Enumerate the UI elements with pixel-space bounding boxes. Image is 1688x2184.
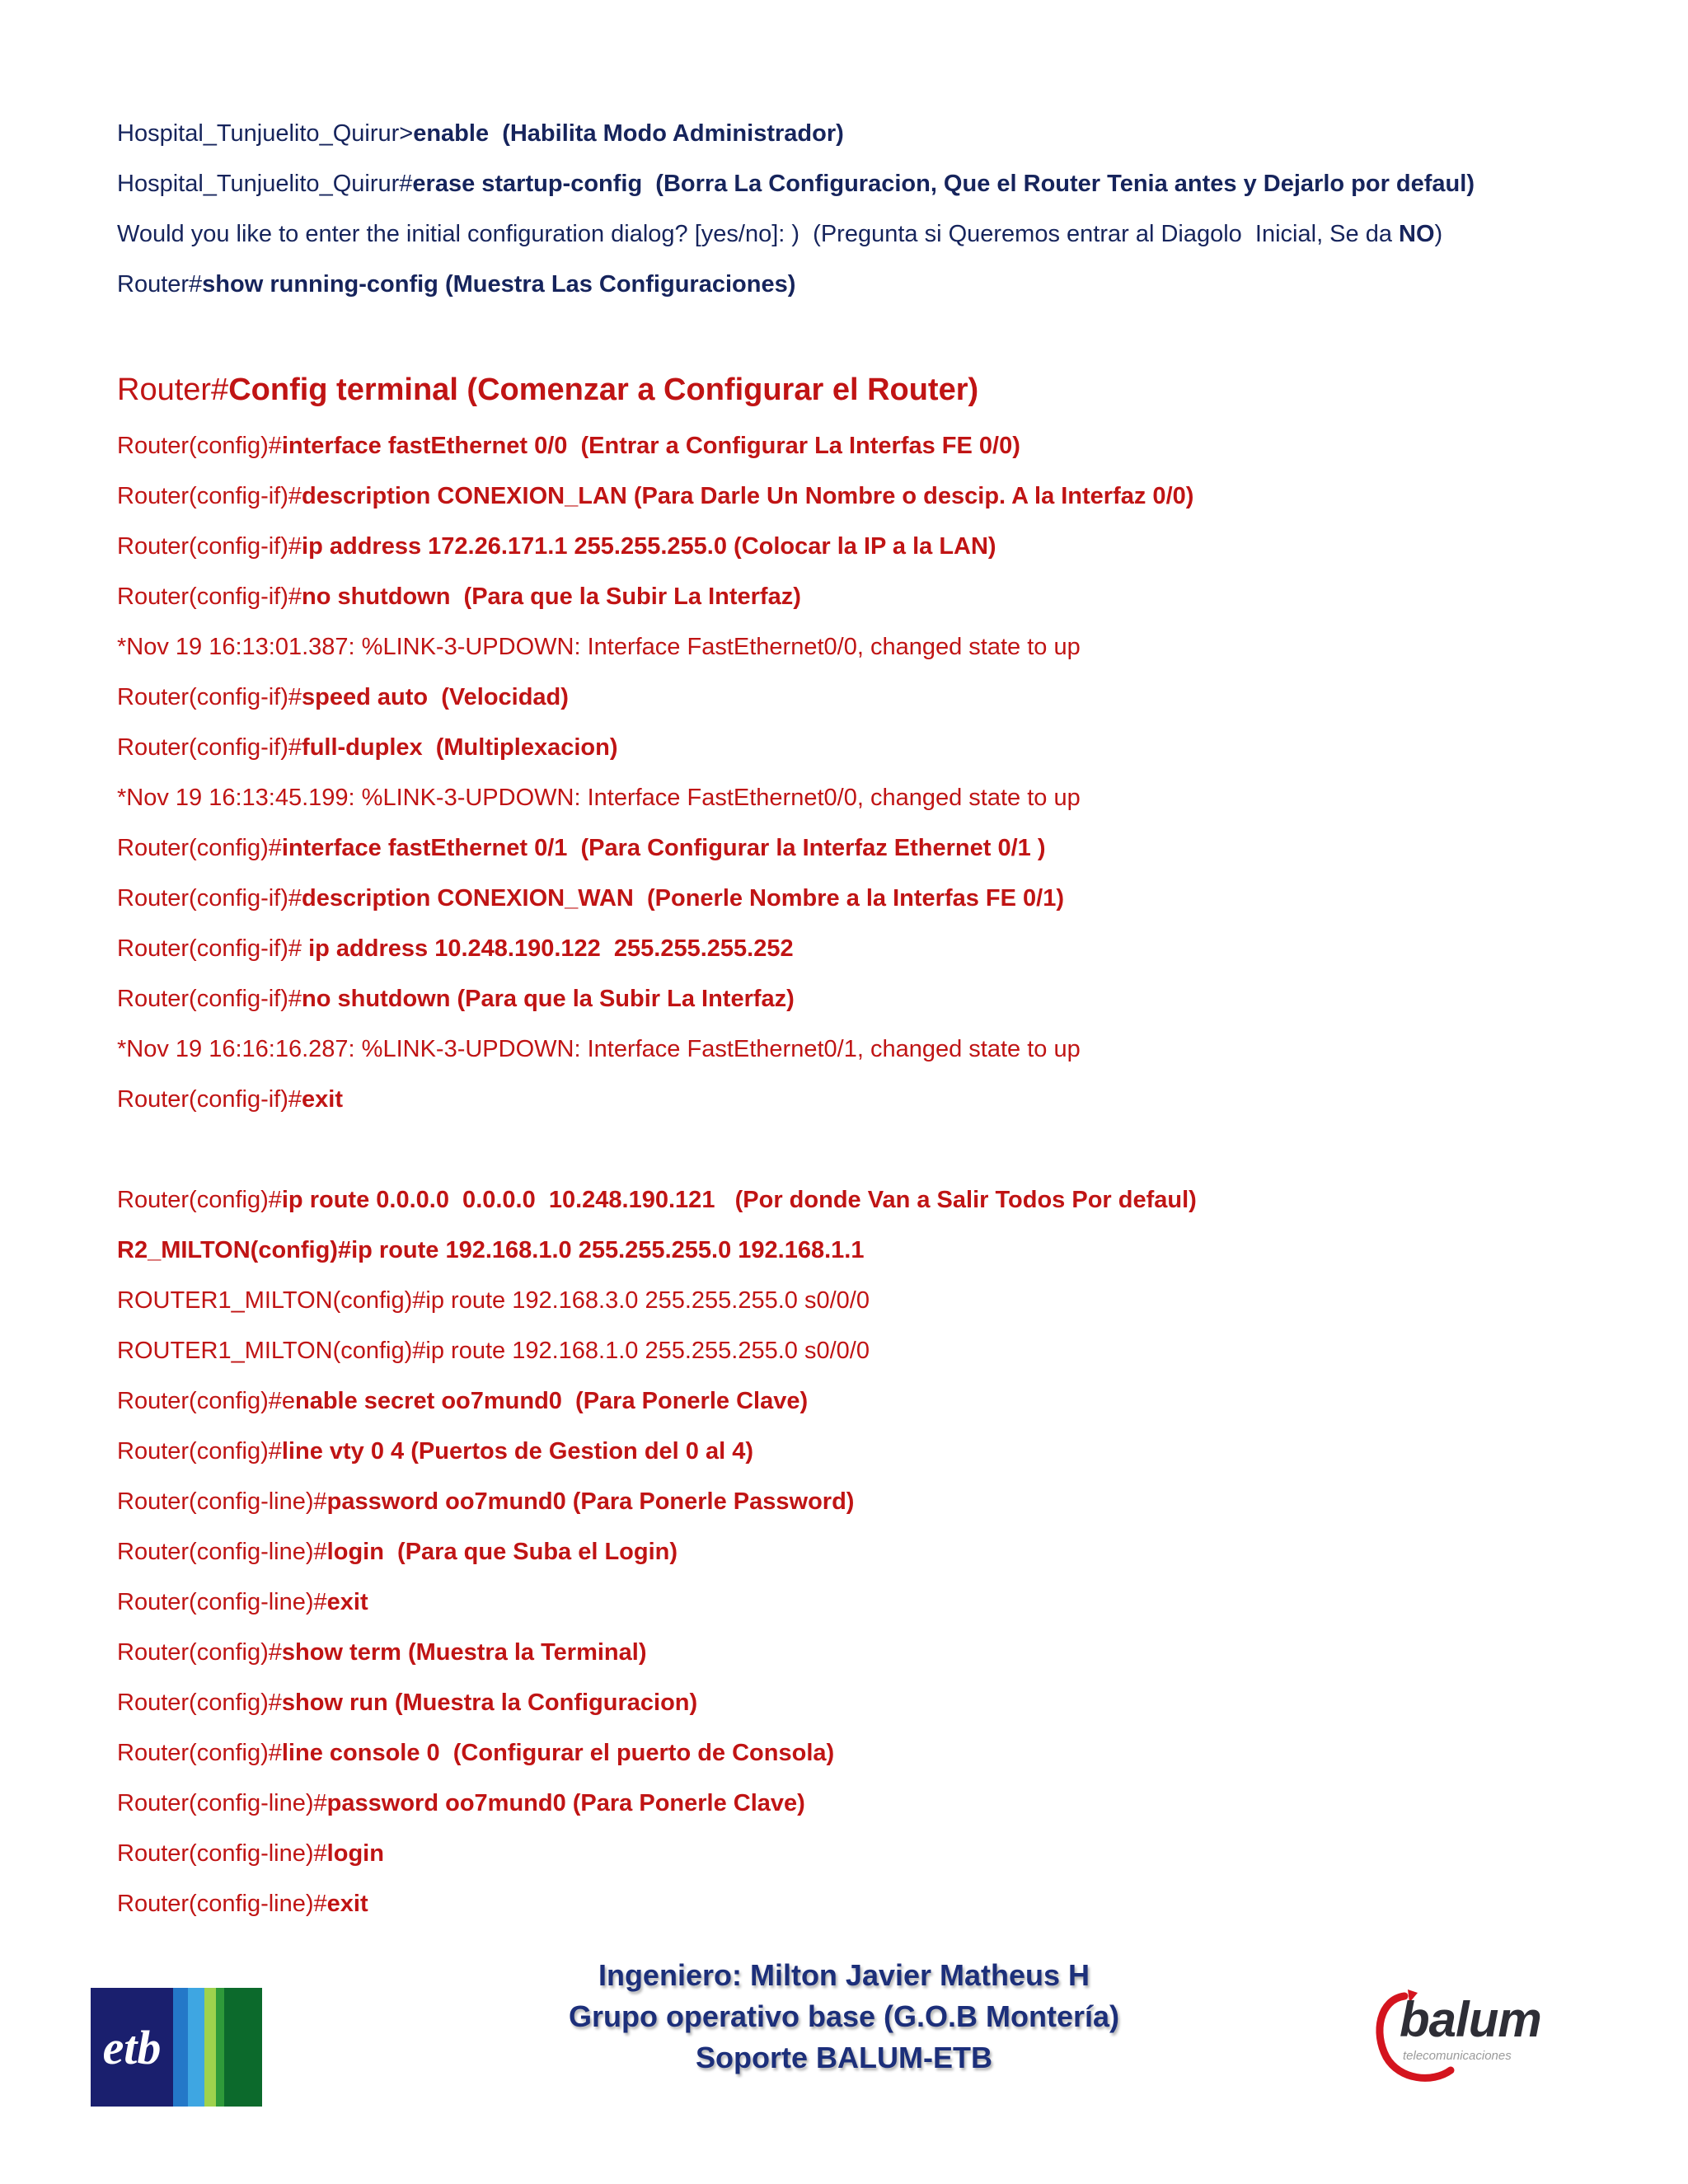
line-prefix: Router# — [117, 373, 229, 407]
command-line — [117, 480, 1193, 513]
line-prefix: Hospital_Tunjuelito_Quirur# — [117, 171, 413, 197]
line-command: password oo7mund0 (Para Ponerle Password) — [326, 1488, 855, 1515]
line-command: interface fastEthernet 0/0 (Entrar a Configurar La Interfas FE 0/0) — [281, 433, 1020, 459]
line-prefix: Router(config-if)# — [117, 986, 302, 1012]
line-command: speed auto (Velocidad) — [302, 684, 569, 710]
command-line — [117, 1334, 870, 1367]
line-prefix: Router(config-line)# — [117, 1891, 327, 1917]
line-command: no shutdown (Para que la Subir La Interfaz) — [302, 583, 801, 610]
command-line — [117, 731, 617, 764]
command-line — [117, 1736, 834, 1769]
line-prefix: Router(config)# — [117, 1639, 282, 1666]
line-prefix: Router(config)# — [117, 1740, 282, 1766]
footer-group: Grupo operativo base (G.O.B Montería) — [568, 1999, 1120, 2033]
line-command: exit — [326, 1589, 368, 1615]
line-command: show term (Muestra la Terminal) — [281, 1639, 647, 1666]
command-line — [117, 832, 1046, 865]
line-command: login — [326, 1840, 384, 1867]
command-line — [117, 580, 801, 613]
command-line — [117, 167, 1475, 200]
line-command: NO — [1399, 221, 1435, 247]
etb-logo — [91, 1988, 262, 2107]
command-line — [117, 1787, 805, 1820]
line-command: show run (Muestra la Configuracion) — [281, 1690, 698, 1716]
line-prefix: Router(config-if)# — [117, 1086, 302, 1113]
command-line — [117, 1485, 854, 1518]
line-prefix: Router# — [117, 271, 203, 298]
command-line — [117, 1686, 697, 1719]
line-command: enable (Habilita Modo Administrador) — [413, 120, 844, 147]
line-command: exit — [302, 1086, 344, 1113]
command-line — [117, 1837, 384, 1870]
command-line — [117, 218, 1442, 251]
command-line — [117, 429, 1020, 462]
balum-wordmark: balum — [1400, 1992, 1541, 2047]
line-command: nable secret oo7mund0 (Para Ponerle Clave) — [295, 1388, 809, 1414]
line-prefix: Router(config-if)# — [117, 734, 302, 761]
line-prefix: Router(config-line)# — [117, 1539, 327, 1565]
log-line — [117, 630, 1081, 663]
page-footer — [0, 1945, 1688, 2159]
line-command: login (Para que Suba el Login) — [326, 1539, 678, 1565]
balum-subtitle: telecomunicaciones — [1403, 2049, 1512, 2063]
command-line — [117, 882, 1064, 915]
line-prefix: Router(config-line)# — [117, 1589, 327, 1615]
line-prefix: Router(config)# — [117, 835, 282, 861]
command-line — [117, 530, 996, 563]
line-command: full-duplex (Multiplexacion) — [302, 734, 618, 761]
command-line — [117, 1887, 368, 1920]
line-command: password oo7mund0 (Para Ponerle Clave) — [326, 1790, 805, 1816]
command-line — [117, 982, 795, 1015]
command-line — [117, 681, 569, 714]
command-line — [117, 1435, 753, 1468]
etb-logo-mark: etb — [91, 1988, 173, 2107]
command-line — [117, 1535, 678, 1568]
line-command: exit — [326, 1891, 368, 1917]
line-command: ip route 0.0.0.0 0.0.0.0 10.248.190.121 (Por donde Van a Salir Todos Por defaul) — [281, 1187, 1197, 1213]
command-line — [117, 1586, 368, 1619]
log-line — [117, 781, 1081, 814]
command-line — [117, 1284, 870, 1317]
line-prefix: Router(config)#e — [117, 1388, 295, 1414]
footer-credits — [514, 1955, 1174, 2079]
line-command: line vty 0 4 (Puertos de Gestion del 0 al 4) — [281, 1438, 754, 1465]
line-prefix: ROUTER1_MILTON(config)#ip route 192.168.3.0 255.255.255.0 s0/0/0 — [117, 1287, 870, 1314]
line-command: Config terminal (Comenzar a Configurar el Router) — [228, 373, 979, 407]
footer-engineer: Ingeniero: Milton Javier Matheus H — [598, 1958, 1090, 1992]
line-prefix: Router(config-line)# — [117, 1840, 327, 1867]
line-command: R2_MILTON(config)#ip route 192.168.1.0 255.255.255.0 192.168.1.1 — [117, 1237, 865, 1263]
command-line — [117, 1083, 343, 1116]
command-line — [117, 932, 794, 965]
line-prefix: Router(config)# — [117, 433, 282, 459]
line-command: no shutdown (Para que la Subir La Interfaz) — [302, 986, 795, 1012]
command-line — [117, 1636, 647, 1669]
line-prefix: *Nov 19 16:13:01.387: %LINK-3-UPDOWN: Interface FastEthernet0/0, changed state to up — [117, 634, 1081, 660]
line-prefix: Router(config-if)# — [117, 935, 302, 962]
line-prefix: Router(config)# — [117, 1438, 282, 1465]
line-command: line console 0 (Configurar el puerto de Consola) — [281, 1740, 835, 1766]
line-command: ip address 10.248.190.122 255.255.255.252 — [302, 935, 794, 962]
line-command: description CONEXION_LAN (Para Darle Un Nombre o descip. A la Interfaz 0/0) — [302, 483, 1194, 509]
line-prefix: Router(config-if)# — [117, 684, 302, 710]
line-prefix: *Nov 19 16:13:45.199: %LINK-3-UPDOWN: Interface FastEthernet0/0, changed state to up — [117, 785, 1081, 811]
command-line — [117, 117, 844, 150]
section-heading — [117, 369, 978, 410]
footer-support: Soporte BALUM-ETB — [696, 2041, 992, 2074]
line-prefix: Router(config-if)# — [117, 583, 302, 610]
line-command: description CONEXION_WAN (Ponerle Nombre a la Interfas FE 0/1) — [302, 885, 1065, 912]
line-suffix: ) — [1434, 221, 1443, 247]
line-command: erase startup-config (Borra La Configuracion, Que el Router Tenia antes y Dejarlo por defaul) — [412, 171, 1475, 197]
line-command: interface fastEthernet 0/1 (Para Configurar la Interfaz Ethernet 0/1 ) — [281, 835, 1046, 861]
line-prefix: ROUTER1_MILTON(config)#ip route 192.168.1.0 255.255.255.0 s0/0/0 — [117, 1338, 870, 1364]
command-line — [117, 1385, 808, 1418]
line-command: ip address 172.26.171.1 255.255.255.0 (Colocar la IP a la LAN) — [302, 533, 996, 560]
line-prefix: Router(config-if)# — [117, 885, 302, 912]
line-command: show running-config (Muestra Las Configuraciones) — [202, 271, 796, 298]
line-prefix: Router(config)# — [117, 1187, 282, 1213]
line-prefix: Router(config)# — [117, 1690, 282, 1716]
line-prefix: Router(config-if)# — [117, 533, 302, 560]
log-line — [117, 1033, 1081, 1066]
command-line — [117, 268, 795, 301]
command-line — [117, 1234, 864, 1267]
line-prefix: Hospital_Tunjuelito_Quirur> — [117, 120, 414, 147]
line-prefix: Router(config-if)# — [117, 483, 302, 509]
balum-logo — [1372, 1985, 1569, 2090]
line-prefix: Router(config-line)# — [117, 1488, 327, 1515]
line-prefix: Would you like to enter the initial configuration dialog? [yes/no]: ) (Pregunta si Queremos entrar al Diagolo Inicial, Se da — [117, 221, 1400, 247]
line-prefix: Router(config-line)# — [117, 1790, 327, 1816]
command-line — [117, 1183, 1197, 1216]
line-prefix: *Nov 19 16:16:16.287: %LINK-3-UPDOWN: Interface FastEthernet0/1, changed state to up — [117, 1036, 1081, 1062]
